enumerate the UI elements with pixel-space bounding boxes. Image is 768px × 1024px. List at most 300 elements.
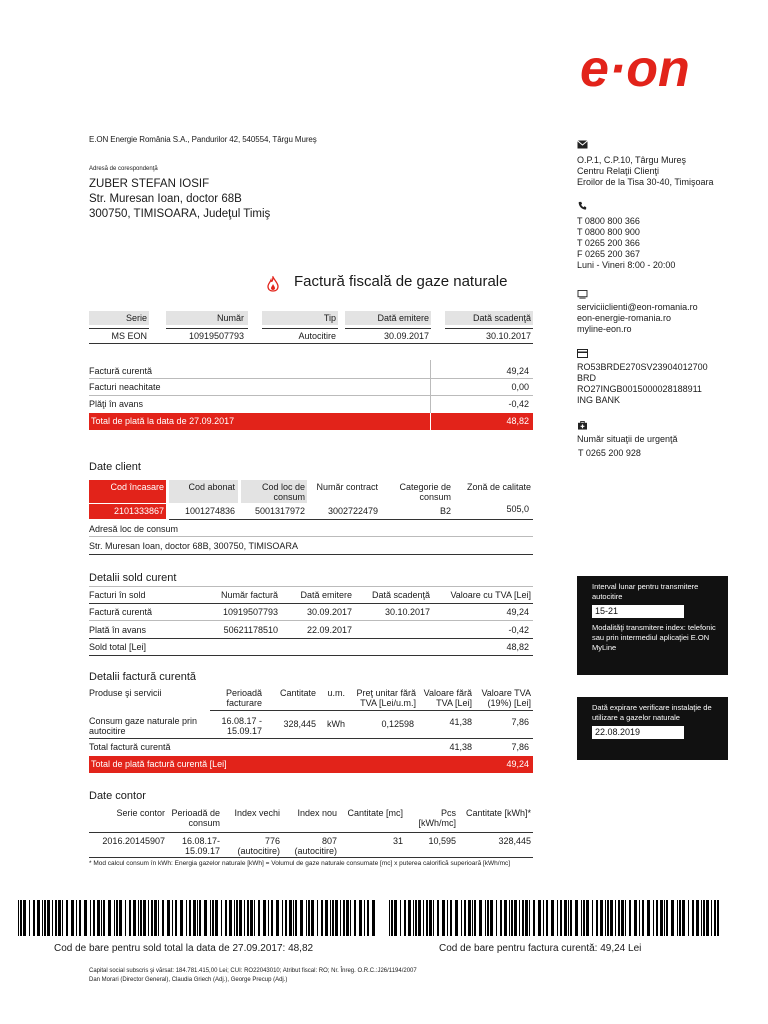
barcode-bar bbox=[615, 900, 616, 936]
barcode-bar bbox=[426, 900, 428, 936]
met-h5: Pcs [kWh/mc] bbox=[418, 808, 456, 828]
barcode-bar bbox=[116, 900, 118, 936]
barcode-bar bbox=[52, 900, 53, 936]
barcode-bar bbox=[340, 900, 341, 936]
mail-line-2: Eroilor de la Tisa 30-40, Timişoara bbox=[577, 177, 714, 187]
barcode-bar bbox=[47, 900, 50, 936]
client-v3: 3002722479 bbox=[327, 506, 378, 516]
inv-r3: kWh bbox=[327, 719, 345, 729]
iban-ing: RO27INGB0015000028188911 bbox=[577, 384, 702, 394]
sold-r0c1: 10919507793 bbox=[222, 607, 278, 617]
barcode-bar bbox=[634, 900, 637, 936]
barcode-bar bbox=[666, 900, 668, 936]
barcode-bar bbox=[706, 900, 709, 936]
barcode-bar bbox=[229, 900, 232, 936]
val-data-emitere: 30.09.2017 bbox=[383, 331, 429, 341]
client-h0: Cod încasare bbox=[110, 482, 164, 492]
barcode-bar bbox=[271, 900, 273, 936]
barcode-bar bbox=[33, 900, 35, 936]
barcode-bar bbox=[359, 900, 362, 936]
sold-r0c2: 30.09.2017 bbox=[306, 607, 352, 617]
inv-r0: Consum gaze naturale prin autocitire bbox=[89, 716, 198, 736]
barcode-bar bbox=[167, 900, 170, 936]
barcode-bar bbox=[600, 900, 603, 936]
meter-note: * Mod calcul consum în kWh: Energia gazelor naturale [kWh] = Volumul de gaze naturale consumate [mc] x puterea calorifică superioară [kWh/mc] bbox=[89, 860, 511, 867]
sender-address: E.ON Energie România S.A., Pandurilor 42, 540554, Târgu Mureş bbox=[89, 135, 317, 144]
phone-3: F 0265 200 367 bbox=[577, 249, 641, 259]
barcode-bar bbox=[679, 900, 681, 936]
met-r6: 328,445 bbox=[498, 836, 531, 846]
barcode-bar bbox=[468, 900, 471, 936]
client-section-title: Date client bbox=[89, 461, 141, 473]
summary-label-unpaid: Facturi neachitate bbox=[89, 382, 161, 392]
client-h2: Cod loc de consum bbox=[261, 482, 305, 502]
summary-total-label: Total de plată la data de 27.09.2017 bbox=[91, 416, 235, 426]
inv-total-net: 41,38 bbox=[449, 742, 472, 752]
barcode-bar bbox=[455, 900, 458, 936]
barcode-bar bbox=[133, 900, 136, 936]
barcode-bar bbox=[447, 900, 448, 936]
barcode-bar bbox=[568, 900, 569, 936]
barcode-bar bbox=[125, 900, 126, 936]
sold-h3: Dată scadenţă bbox=[371, 590, 430, 600]
barcode-bar bbox=[487, 900, 489, 936]
met-r0: 2016.20145907 bbox=[102, 836, 165, 846]
barcode-bar bbox=[557, 900, 558, 936]
emergency-label: Număr situaţii de urgenţă bbox=[577, 434, 678, 444]
barcode-bar bbox=[423, 900, 424, 936]
flame-icon bbox=[266, 276, 280, 292]
barcode-bar bbox=[677, 900, 678, 936]
barcode-bar bbox=[317, 900, 318, 936]
barcode-bar bbox=[308, 900, 310, 936]
recipient-line2: 300750, TIMISOARA, Judeţul Timiş bbox=[89, 208, 271, 220]
phone-icon bbox=[577, 201, 588, 210]
meter-section-title: Date contor bbox=[89, 790, 146, 802]
barcode-bar bbox=[408, 900, 411, 936]
barcode-bar bbox=[37, 900, 40, 936]
envelope-icon bbox=[577, 140, 588, 149]
barcode-bar bbox=[172, 900, 173, 936]
val-tip: Autocitire bbox=[298, 331, 336, 341]
barcode-bar bbox=[97, 900, 100, 936]
barcode-bar bbox=[404, 900, 406, 936]
barcode-bar bbox=[254, 900, 255, 936]
barcode-bar bbox=[529, 900, 530, 936]
barcode-bar bbox=[543, 900, 544, 936]
barcode-bar bbox=[479, 900, 482, 936]
barcode-bar bbox=[180, 900, 183, 936]
barcode-bar bbox=[66, 900, 68, 936]
barcode-bar bbox=[610, 900, 613, 936]
summary-value-unpaid: 0,00 bbox=[511, 382, 529, 392]
barcode-bar bbox=[236, 900, 238, 936]
inv-h3: u.m. bbox=[327, 688, 345, 698]
bank-ing: ING BANK bbox=[577, 395, 621, 405]
client-h4: Categorie de consum bbox=[399, 482, 451, 502]
met-h4: Cantitate [mc] bbox=[347, 808, 403, 818]
bank-accounts bbox=[577, 362, 708, 406]
footer-line2: Dan Morari (Director General), Claudia Griech (Adj.), George Precup (Adj.) bbox=[89, 977, 288, 983]
inspection-date: 22.08.2019 bbox=[592, 726, 684, 739]
barcode-bar bbox=[293, 900, 294, 936]
barcode-bar bbox=[389, 900, 390, 936]
barcode-bar bbox=[714, 900, 716, 936]
barcode-bar bbox=[199, 900, 201, 936]
barcode-bar bbox=[367, 900, 369, 936]
barcode-bar bbox=[642, 900, 644, 936]
barcode-bar bbox=[258, 900, 260, 936]
barcode-bar bbox=[221, 900, 222, 936]
barcode-bar bbox=[289, 900, 292, 936]
sold-h1: Număr factură bbox=[220, 590, 278, 600]
eon-logo bbox=[580, 38, 730, 98]
barcode-bar bbox=[596, 900, 598, 936]
self-reading-methods: Modalităţi transmitere index: telefonic sau prin intermediul aplicaţiei E.ON MyLine bbox=[592, 623, 716, 652]
inv-h0: Produse şi servicii bbox=[89, 688, 162, 698]
barcode-bar bbox=[629, 900, 631, 936]
barcode-bar bbox=[239, 900, 242, 936]
met-h6: Cantitate [kWh]* bbox=[465, 808, 531, 818]
sold-r1c1: 50621178510 bbox=[223, 625, 278, 635]
consumption-address: Str. Muresan Ioan, doctor 68B, 300750, TIMISOARA bbox=[89, 541, 298, 551]
barcode-bar bbox=[29, 900, 30, 936]
invoice-title: Factură fiscală de gaze naturale bbox=[294, 273, 508, 290]
sold-h4: Valoare cu TVA [Lei] bbox=[450, 590, 531, 600]
sold-r0c4: 49,24 bbox=[506, 607, 529, 617]
barcode-bar bbox=[504, 900, 507, 936]
inv-h2: Cantitate bbox=[279, 688, 316, 698]
barcode-bar bbox=[703, 900, 705, 936]
barcode-bar bbox=[394, 900, 397, 936]
barcode-bar bbox=[101, 900, 102, 936]
barcode-bar bbox=[688, 900, 689, 936]
barcode-bar bbox=[500, 900, 502, 936]
client-h1: Cod abonat bbox=[188, 482, 235, 492]
barcode-bar bbox=[250, 900, 253, 936]
barcode-bar bbox=[474, 900, 476, 936]
barcode-bar bbox=[84, 900, 87, 936]
barcode-bar bbox=[551, 900, 554, 936]
emergency-number: T 0265 200 928 bbox=[578, 448, 641, 458]
col-data-scadenta: Dată scadenţă bbox=[472, 313, 531, 323]
sold-h2: Dată emitere bbox=[300, 590, 352, 600]
barcode-bar bbox=[189, 900, 191, 936]
barcode-bar bbox=[682, 900, 685, 936]
barcode-bar bbox=[321, 900, 323, 936]
barcode-bar bbox=[332, 900, 334, 936]
sold-total-label: Sold total [Lei] bbox=[89, 642, 147, 652]
barcode-bar bbox=[418, 900, 421, 936]
sold-r0c3: 30.10.2017 bbox=[384, 607, 430, 617]
barcode-bar bbox=[618, 900, 620, 936]
barcode-bar bbox=[330, 900, 331, 936]
barcode-bar bbox=[464, 900, 466, 936]
barcode-bar bbox=[364, 900, 365, 936]
barcode-bar bbox=[212, 900, 214, 936]
barcode-bar bbox=[415, 900, 417, 936]
barcode-bar bbox=[653, 900, 654, 936]
barcode-bar bbox=[108, 900, 111, 936]
sold-r1c2: 22.09.2017 bbox=[306, 625, 352, 635]
barcode-bar bbox=[692, 900, 694, 936]
barcode-bar bbox=[607, 900, 609, 936]
barcode-bar bbox=[472, 900, 473, 936]
barcode-bar bbox=[175, 900, 177, 936]
barcode-bar bbox=[151, 900, 153, 936]
barcode-bar bbox=[592, 900, 593, 936]
barcode-bar bbox=[154, 900, 157, 936]
col-numar: Număr bbox=[216, 313, 244, 323]
barcode-bar bbox=[103, 900, 105, 936]
recipient-name: ZUBER STEFAN IOSIF bbox=[89, 178, 210, 190]
barcode-right-caption: Cod de bare pentru factura curentă: 49,24 Lei bbox=[439, 943, 642, 954]
barcode-bar bbox=[140, 900, 142, 936]
summary-label-advance: Plăţi în avans bbox=[89, 399, 144, 409]
iban-brd: RO53BRDE270SV23904012700 bbox=[577, 362, 708, 372]
barcode-bar bbox=[335, 900, 338, 936]
barcode-bar bbox=[325, 900, 328, 936]
self-reading-label: Interval lunar pentru transmitere autocitire bbox=[592, 582, 699, 601]
barcode-bar bbox=[711, 900, 712, 936]
val-numar: 10919507793 bbox=[188, 331, 244, 341]
bank-card-icon bbox=[577, 349, 588, 358]
inv-h1: Perioadă facturare bbox=[225, 688, 262, 708]
barcode-bar bbox=[519, 900, 520, 936]
inv-h5: Valoare fără TVA [Lei] bbox=[423, 688, 472, 708]
phone-2: T 0265 200 366 bbox=[577, 238, 640, 248]
barcode-bar bbox=[20, 900, 22, 936]
consumption-address-label: Adresă loc de consum bbox=[89, 524, 179, 534]
summary-value-advance: -0,42 bbox=[508, 399, 529, 409]
inv-total-label: Total factură curentă bbox=[89, 742, 171, 752]
barcode-bar bbox=[514, 900, 517, 936]
barcode-bar bbox=[496, 900, 497, 936]
barcode-bar bbox=[509, 900, 510, 936]
barcode-bar bbox=[58, 900, 61, 936]
barcode-bar bbox=[210, 900, 211, 936]
barcode-bar bbox=[660, 900, 663, 936]
barcode-bar bbox=[354, 900, 356, 936]
barcode-bar bbox=[583, 900, 585, 936]
col-data-emitere: Dată emitere bbox=[377, 313, 429, 323]
barcode-bar bbox=[546, 900, 548, 936]
client-v5: 505,0 bbox=[506, 504, 529, 514]
met-r4: 31 bbox=[392, 836, 403, 846]
barcode-bar bbox=[461, 900, 462, 936]
client-h3: Număr contract bbox=[316, 482, 378, 492]
barcode-bar bbox=[701, 900, 702, 936]
barcode-bar bbox=[186, 900, 187, 936]
barcode-bar bbox=[162, 900, 164, 936]
met-h0: Serie contor bbox=[116, 808, 165, 818]
client-v4: B2 bbox=[439, 506, 451, 516]
client-v1: 1001274836 bbox=[184, 506, 235, 516]
barcode-bar bbox=[204, 900, 207, 936]
barcode-bar bbox=[234, 900, 235, 936]
barcode-bar bbox=[71, 900, 74, 936]
barcode-bar bbox=[605, 900, 606, 936]
barcode-bar bbox=[197, 900, 198, 936]
summary-label-current: Factură curentă bbox=[89, 366, 153, 376]
met-r2: 776 (autocitire) bbox=[237, 836, 280, 856]
phone-hours: Luni - Vineri 8:00 - 20:00 bbox=[577, 260, 676, 270]
barcode-bar bbox=[625, 900, 626, 936]
barcode-bar bbox=[433, 900, 434, 936]
barcode-bar bbox=[442, 900, 445, 936]
barcode-bar bbox=[511, 900, 513, 936]
first-aid-icon bbox=[577, 421, 588, 430]
barcode-bar bbox=[621, 900, 624, 936]
barcode-bar bbox=[119, 900, 122, 936]
barcode-bar bbox=[350, 900, 351, 936]
barcode-bar bbox=[263, 900, 266, 936]
barcode-bar bbox=[244, 900, 245, 936]
barcode-current-invoice bbox=[389, 900, 719, 936]
barcode-bar bbox=[44, 900, 46, 936]
barcode-bar bbox=[18, 900, 19, 936]
sold-r1c4: -0,42 bbox=[508, 625, 529, 635]
phone-1: T 0800 800 900 bbox=[577, 227, 640, 237]
barcode-bar bbox=[575, 900, 578, 936]
barcode-bar bbox=[268, 900, 269, 936]
met-h2: Index vechi bbox=[234, 808, 280, 818]
phone-0: T 0800 800 366 bbox=[577, 216, 640, 226]
barcode-bar bbox=[76, 900, 77, 936]
barcode-bar bbox=[671, 900, 674, 936]
bank-brd: BRD bbox=[577, 373, 597, 383]
barcode-bar bbox=[276, 900, 279, 936]
barcode-bar bbox=[538, 900, 541, 936]
correspondence-address bbox=[89, 177, 270, 222]
self-reading-box bbox=[577, 576, 728, 675]
summary-total-value: 48,82 bbox=[506, 416, 529, 426]
barcode-bar bbox=[295, 900, 297, 936]
val-serie: MS EON bbox=[111, 331, 147, 341]
barcode-bar bbox=[639, 900, 640, 936]
barcode-bar bbox=[664, 900, 665, 936]
invoice-details-title: Detalii factură curentă bbox=[89, 671, 196, 683]
self-reading-interval: 15-21 bbox=[592, 605, 684, 618]
inv-h6: Valoare TVA (19%) [Lei] bbox=[481, 688, 531, 708]
barcode-bar bbox=[647, 900, 650, 936]
client-v2: 5001317972 bbox=[254, 506, 305, 516]
balance-section-title: Detalii sold curent bbox=[89, 572, 177, 584]
barcode-bar bbox=[586, 900, 589, 936]
inspection-label: Dată expirare verificare instalaţie de utilizare a gazelor naturale bbox=[592, 703, 712, 722]
inv-grand-label: Total de plată factură curentă [Lei] bbox=[91, 759, 227, 769]
barcode-bar bbox=[90, 900, 91, 936]
col-tip: Tip bbox=[323, 313, 336, 323]
barcode-bar bbox=[656, 900, 658, 936]
inv-total-vat: 7,86 bbox=[511, 742, 529, 752]
barcode-bar bbox=[148, 900, 149, 936]
barcode-bar bbox=[62, 900, 63, 936]
barcode-bar bbox=[372, 900, 375, 936]
met-r5: 10,595 bbox=[428, 836, 456, 846]
barcode-bar bbox=[311, 900, 314, 936]
barcode-bar bbox=[138, 900, 139, 936]
web-contact bbox=[577, 302, 698, 335]
barcode-bar bbox=[717, 900, 719, 936]
barcode-bar bbox=[560, 900, 562, 936]
barcode-sold-total bbox=[18, 900, 378, 936]
barcode-bar bbox=[533, 900, 535, 936]
legal-footer bbox=[89, 967, 417, 985]
phone-contact bbox=[577, 216, 675, 271]
barcode-bar bbox=[485, 900, 486, 936]
barcode-bar bbox=[42, 900, 43, 936]
barcode-bar bbox=[696, 900, 699, 936]
barcode-bar bbox=[429, 900, 432, 936]
barcode-bar bbox=[400, 900, 401, 936]
barcode-bar bbox=[450, 900, 452, 936]
barcode-bar bbox=[306, 900, 307, 936]
barcode-bar bbox=[300, 900, 303, 936]
barcode-bar bbox=[391, 900, 393, 936]
col-serie: Serie bbox=[125, 313, 147, 323]
barcode-bar bbox=[343, 900, 345, 936]
barcode-bar bbox=[285, 900, 287, 936]
logo-text: e·on bbox=[580, 40, 690, 98]
sold-r0c0: Factură curentă bbox=[89, 607, 153, 617]
barcode-bar bbox=[346, 900, 349, 936]
web-email: serviciiclienti@eon-romania.ro bbox=[577, 302, 698, 312]
barcode-bar bbox=[129, 900, 131, 936]
sold-total-value: 48,82 bbox=[506, 642, 529, 652]
inv-r5: 41,38 bbox=[449, 717, 472, 727]
barcode-bar bbox=[158, 900, 159, 936]
barcode-bar bbox=[193, 900, 196, 936]
barcode-bar bbox=[522, 900, 524, 936]
barcode-bar bbox=[282, 900, 283, 936]
barcode-bar bbox=[114, 900, 115, 936]
barcode-bar bbox=[581, 900, 582, 936]
computer-icon bbox=[577, 290, 588, 299]
inv-r4: 0,12598 bbox=[381, 719, 414, 729]
barcode-bar bbox=[225, 900, 227, 936]
postal-contact bbox=[577, 155, 714, 188]
barcode-bar bbox=[143, 900, 146, 936]
inv-h4: Preţ unitar fără TVA [Lei/u.m.] bbox=[356, 688, 416, 708]
barcode-bar bbox=[437, 900, 439, 936]
barcode-bar bbox=[93, 900, 95, 936]
inv-r6: 7,86 bbox=[511, 717, 529, 727]
barcode-bar bbox=[215, 900, 218, 936]
inv-grand-value: 49,24 bbox=[506, 759, 529, 769]
barcode-left-caption: Cod de bare pentru sold total la data de 27.09.2017: 48,82 bbox=[54, 943, 314, 954]
mail-line-0: O.P.1, C.P.10, Târgu Mureş bbox=[577, 155, 687, 165]
barcode-bar bbox=[55, 900, 57, 936]
barcode-bar bbox=[564, 900, 567, 936]
barcode-bar bbox=[413, 900, 414, 936]
met-h1: Perioadă de consum bbox=[171, 808, 220, 828]
met-r3: 807 (autocitire) bbox=[294, 836, 337, 856]
footer-line1: Capital social subscris şi vărsat: 184.781.415,00 Lei; CUI: RO22043010; Atribut fiscal: RO; Nr. Înreg. O.R.C.:J26/1194/2007 bbox=[89, 968, 417, 974]
barcode-bar bbox=[570, 900, 572, 936]
sold-h0: Facturi în sold bbox=[89, 590, 146, 600]
inv-r1: 16.08.17 - 15.09.17 bbox=[221, 716, 262, 736]
mail-line-1: Centru Relaţii Clienţi bbox=[577, 166, 660, 176]
barcode-bar bbox=[79, 900, 81, 936]
summary-value-current: 49,24 bbox=[506, 366, 529, 376]
met-h3: Index nou bbox=[297, 808, 337, 818]
correspondence-label: Adresă de corespondenţă bbox=[89, 166, 158, 172]
client-v0: 2101333867 bbox=[113, 506, 164, 516]
inspection-box bbox=[577, 697, 728, 760]
met-r1: 16.08.17-15.09.17 bbox=[181, 836, 220, 856]
barcode-bar bbox=[247, 900, 249, 936]
